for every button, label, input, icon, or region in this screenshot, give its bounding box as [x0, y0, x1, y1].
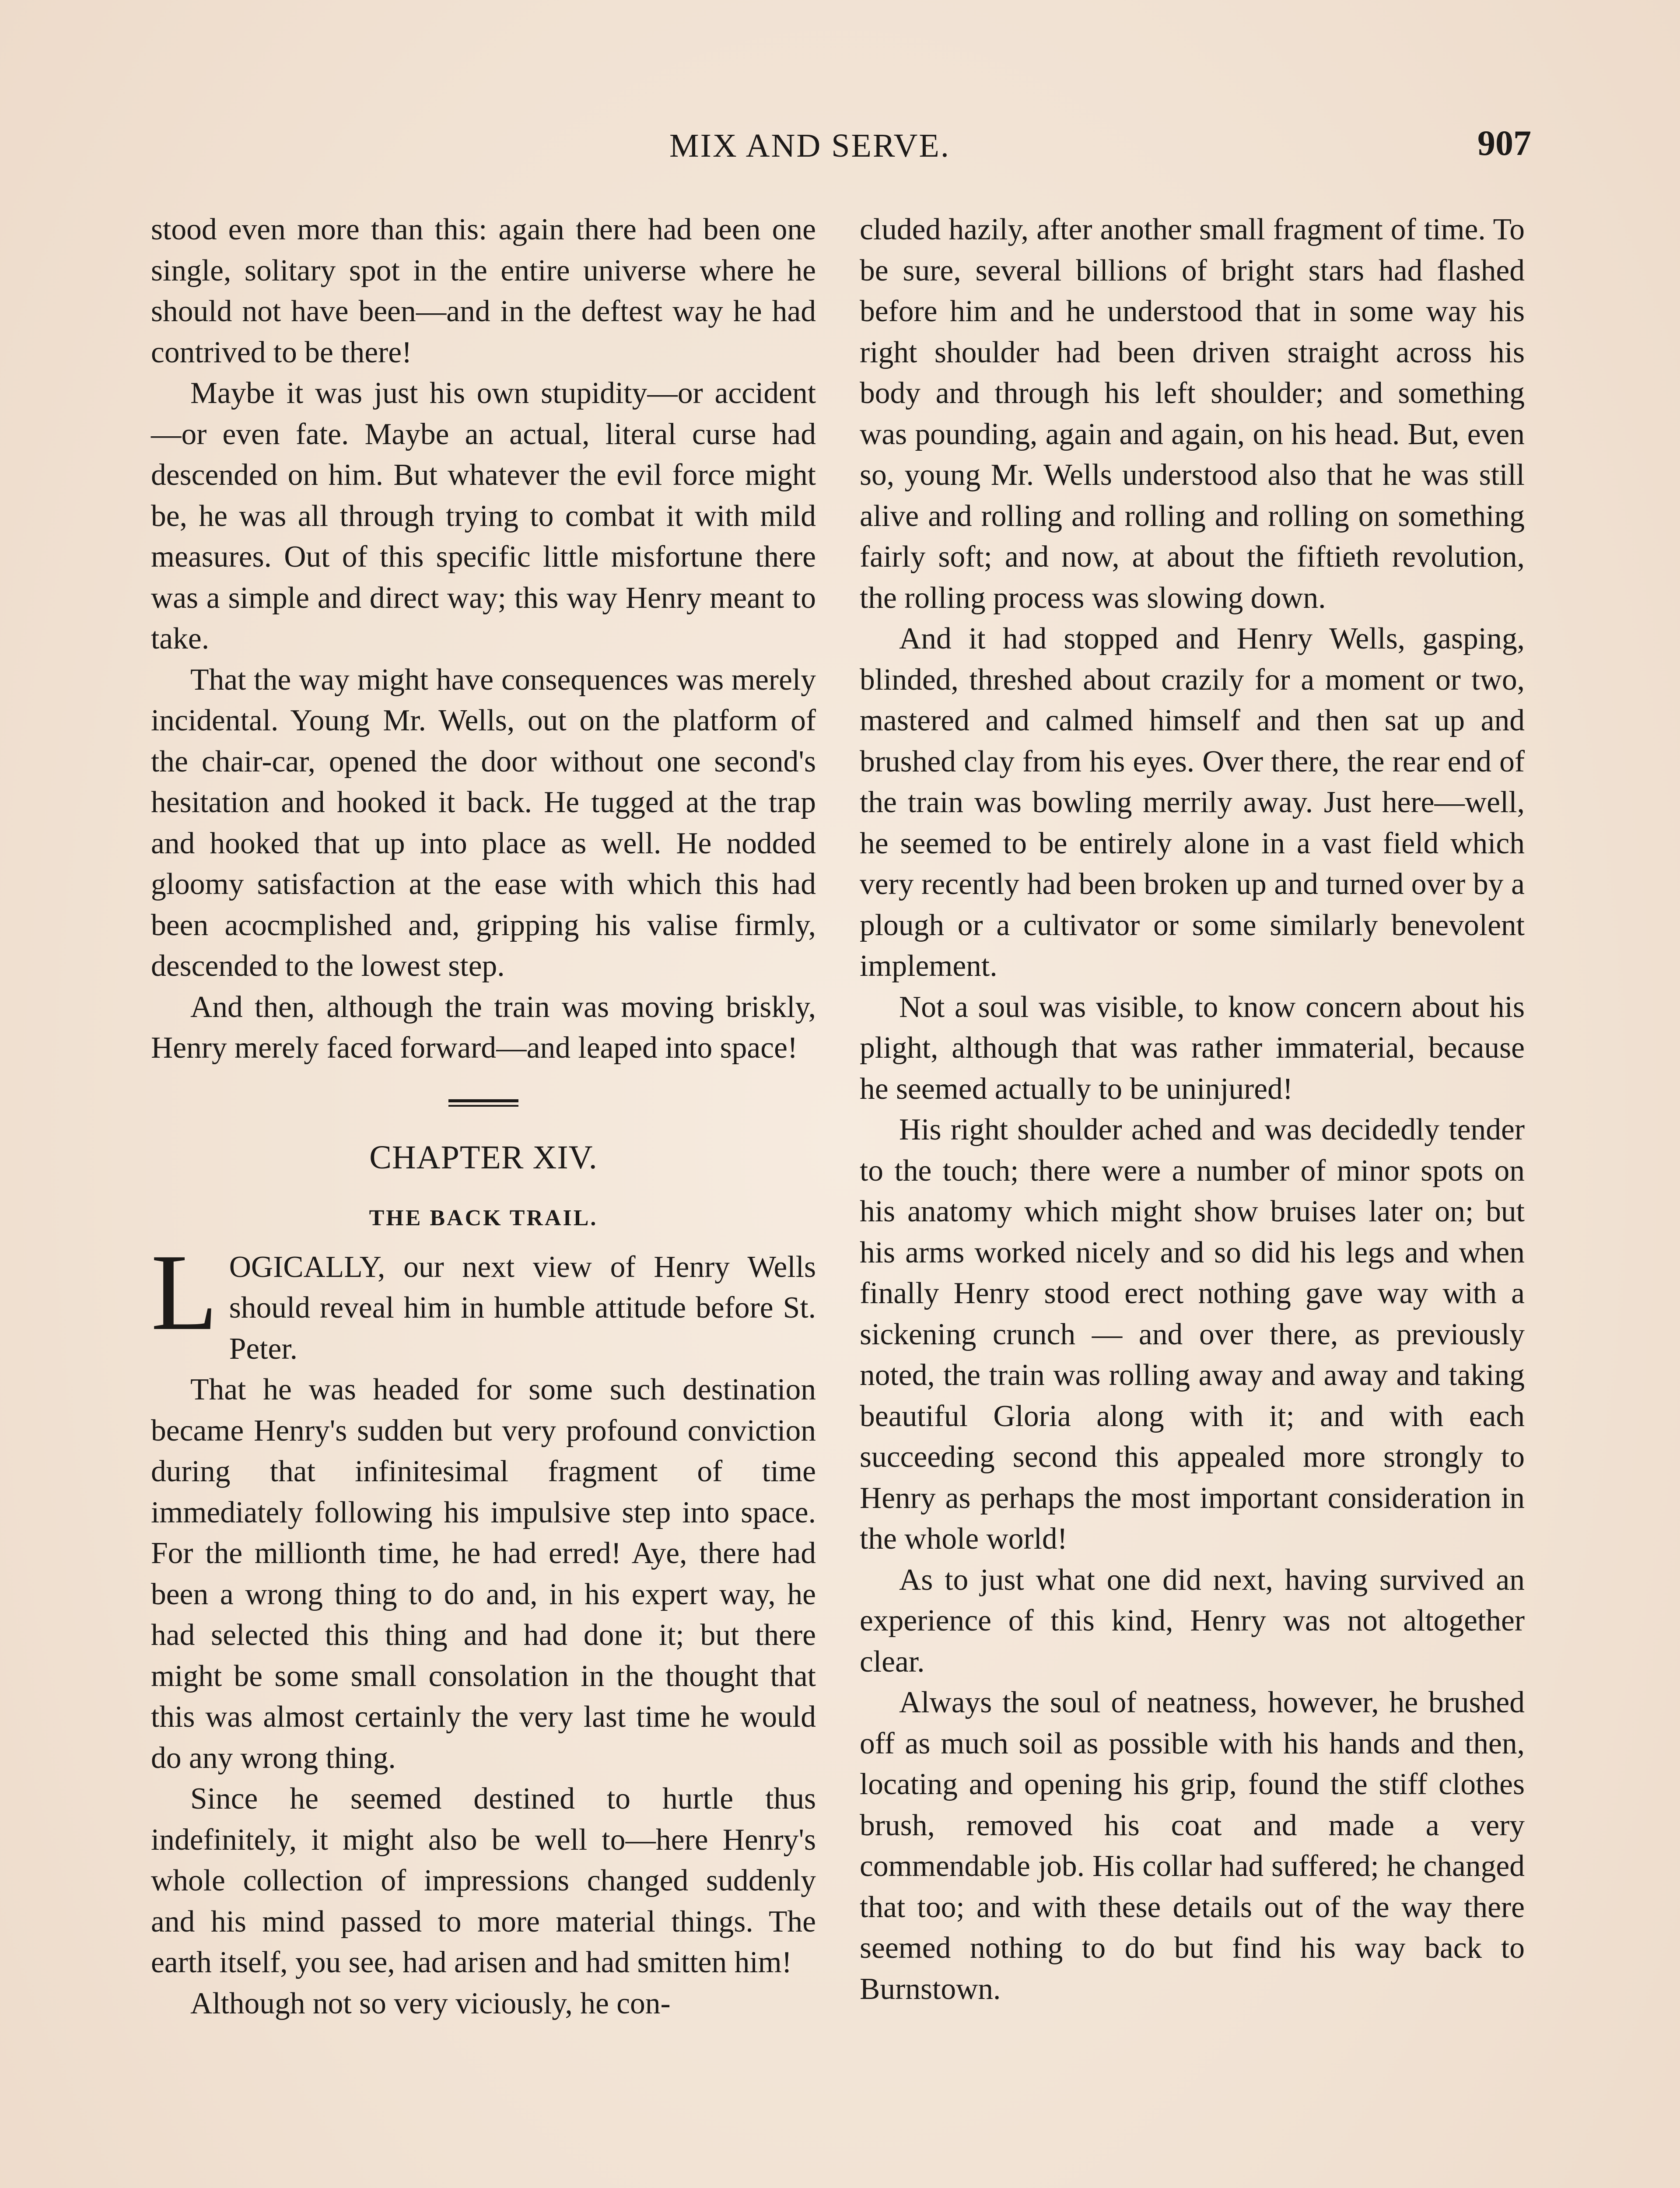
paragraph: That the way might have consequences was merely incidental. Young Mr. Wells, out on the platform of the chair-car, opened the door without one second's hesitation and hooked it back. He tugged at the trap and hooked that up into place as well. He nodded gloomy satisfaction at the ease with which this had been acocmplished and, gripping his valise firmly, descended to the lowest step. — [151, 663, 816, 983]
paragraph: cluded hazily, after another small fragment of time. To be sure, several billions of bright stars had flashed before him and he understood that in some way his right shoulder had been driven straight across his body and through his left shoulder; and something was pounding, again and again, on his head. But, even so, young Mr. Wells understood also that he was still alive and rolling and rolling and rolling on something fairly soft; and now, at about the fiftieth revolution, the rolling process was slowing down. — [860, 213, 1525, 615]
paragraph: And then, although the train was moving briskly, Henry merely faced forward—and leaped into space! — [151, 990, 816, 1065]
paragraph: Always the soul of neatness, however, he brushed off as much soil as possible with his hands and then, locating and opening his grip, found the stiff clothes brush, removed his coat and made a very commendable job. His collar had suffered; he changed that too; and with these details out of the way there seemed nothing to do but find his way back to Burnstown. — [860, 1686, 1525, 2006]
drop-cap: L — [151, 1231, 218, 1353]
right-column — [860, 209, 1525, 2009]
left-column — [151, 209, 816, 2024]
opening-text: OGICALLY, our next view of Henry Wells should reveal him in humble attitude before St. Peter. — [229, 1250, 816, 1366]
page-number: 907 — [1477, 123, 1531, 163]
paragraph: Since he seemed destined to hurtle thus indefinitely, it might also be well to—here Henry's whole collection of impressions changed suddenly and his mind passed to more material things. The earth itself, you see, had arisen and had smitten him! — [151, 1782, 816, 1979]
paragraph: And it had stopped and Henry Wells, gasping, blinded, threshed about crazily for a moment or two, mastered and calmed himself and then sat up and brushed clay from his eyes. Over there, the rear end of the train was bowling merrily away. Just here—well, he seemed to be entirely alone in a vast field which very recently had been broken up and turned over by a plough or a cultivator or some similarly benevolent implement. — [860, 622, 1525, 983]
paragraph: That he was headed for some such destination became Henry's sudden but very profound conviction during that infinitesimal fragment of time immediately following his impulsive step into space. For the millionth time, he had erred! Aye, there had been a wrong thing to do and, in his expert way, he had selected this thing and had done it; but there might be some small consolation in the thought that this was almost certainly the very last time he would do any wrong thing. — [151, 1373, 816, 1775]
paragraph: As to just what one did next, having survived an experience of this kind, Henry was not altogether clear. — [860, 1563, 1525, 1679]
chapter-subtitle: THE BACK TRAIL. — [369, 1206, 598, 1231]
paragraph: stood even more than this: again there had been one single, solitary spot in the entire universe where he should not have been—and in the deftest way he had contrived to be there! — [151, 213, 816, 369]
paragraph: His right shoulder ached and was decidedly tender to the touch; there were a number of minor spots on his anatomy which might show bruises later on; but his arms worked nicely and so did his legs and when finally Henry stood erect nothing gave way with a sickening crunch — and over there, as previously noted, the train was rolling away and away and taking beautiful Gloria along with it; and with each succeeding second this appealed more strongly to Henry as perhaps the most important consideration in the whole world! — [860, 1113, 1525, 1556]
paragraph: Maybe it was just his own stupidity—or accident—or even fate. Maybe an actual, literal curse had descended on him. But whatever the evil force might be, he was all through trying to combat it with mild measures. Out of this specific little misfortune there was a simple and direct way; this way Henry meant to take. — [151, 376, 816, 656]
running-head: MIX AND SERVE. — [669, 127, 950, 164]
paragraph: Not a soul was visible, to know concern about his plight, although that was rather immaterial, because he seemed actually to be uninjured! — [860, 990, 1525, 1106]
paragraph: Although not so very viciously, he con- — [190, 1986, 671, 2020]
chapter-title: CHAPTER XIV. — [369, 1139, 598, 1176]
section-divider — [448, 1099, 518, 1107]
opening-paragraph — [151, 1231, 816, 1370]
